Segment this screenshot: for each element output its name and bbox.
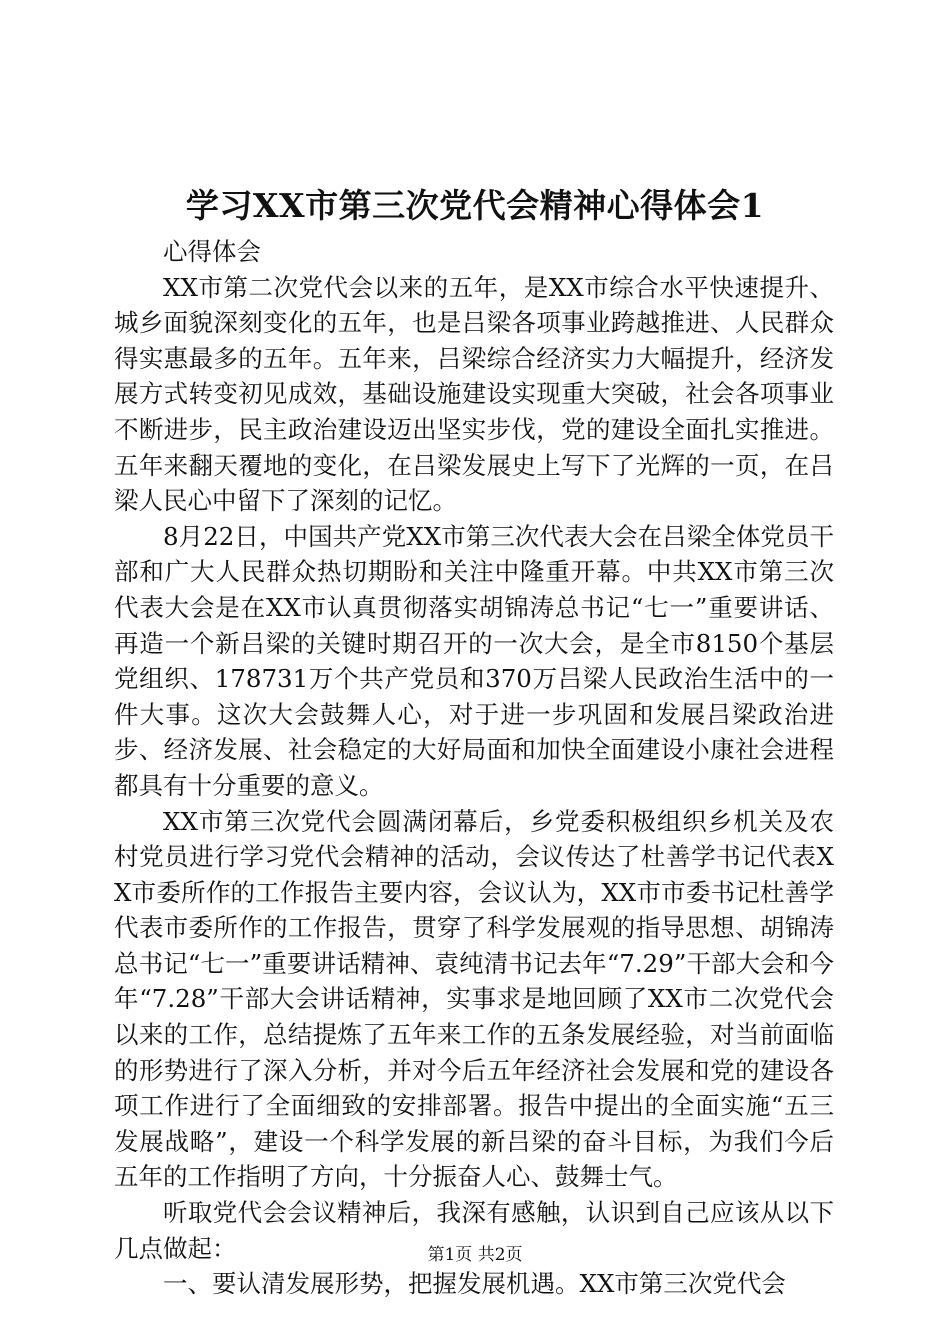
paragraph: 一、要认清发展形势，把握发展机遇。XX市第三次党代会 [163, 1269, 786, 1299]
paragraph-heading: 心得体会 [163, 237, 261, 266]
paragraph: XX市第三次党代会圆满闭幕后，乡党委积极组织乡机关及农村党员进行学习党代会精神的活动，会议传达了杜善学书记代表XX市委所作的工作报告主要内容，会议认为，XX市市委书记杜善学代表市委所作的工作报告，贯穿了科学发展观的指导思想、胡锦涛总书记“七一”重要讲话精神、袁纯清书记去年“7.29”干部大会和今年“7.28”干部大会讲话精神，实事求是地回顾了XX市二次党代会以来的工作，总结提炼了五年来工作的五条发展经验，对当前面临的形势进行了深入分析，并对今后五年经济社会发展和党的建设各项工作进行了全面细致的安排部署。报告中提出的全面实施“五三发展战略”，建设一个科学发展的新吕梁的奋斗目标，为我们今后五年的工作指明了方向，十分振奋人心、鼓舞士气。 [114, 806, 834, 1192]
document-body [114, 234, 834, 1302]
paragraph: 8月22日，中国共产党XX市第三次代表大会在吕梁全体党员干部和广大人民群众热切期盼和关注中隆重开幕。中共XX市第三次代表大会是在XX市认真贯彻落实胡锦涛总书记“七一”重要讲话、再造一个新吕梁的关键时期召开的一次大会，是全市8150个基层党组织、178731万个共产党员和370万吕梁人民政治生活中的一件大事。这次大会鼓舞人心，对于进一步巩固和发展吕梁政治进步、经济发展、社会稳定的大好局面和加快全面建设小康社会进程都具有十分重要的意义。 [114, 521, 834, 800]
paragraph: XX市第二次党代会以来的五年，是XX市综合水平快速提升、城乡面貌深刻变化的五年，也是吕梁各项事业跨越推进、人民群众得实惠最多的五年。五年来，吕梁综合经济实力大幅提升，经济发展方式转变初见成效，基础设施建设实现重大突破，社会各项事业不断进步，民主政治建设迈出坚实步伐，党的建设全面扎实推进。五年来翻天覆地的变化，在吕梁发展史上写下了光辉的一页，在吕梁人民心中留下了深刻的记忆。 [114, 272, 834, 516]
page-number-footer: 第1页 共2页 [427, 1245, 523, 1265]
document-title: 学习XX市第三次党代会精神心得体会1 [185, 186, 765, 225]
paragraph: 听取党代会会议精神后，我深有感触，认识到自己应该从以下几点做起： [114, 1198, 834, 1263]
